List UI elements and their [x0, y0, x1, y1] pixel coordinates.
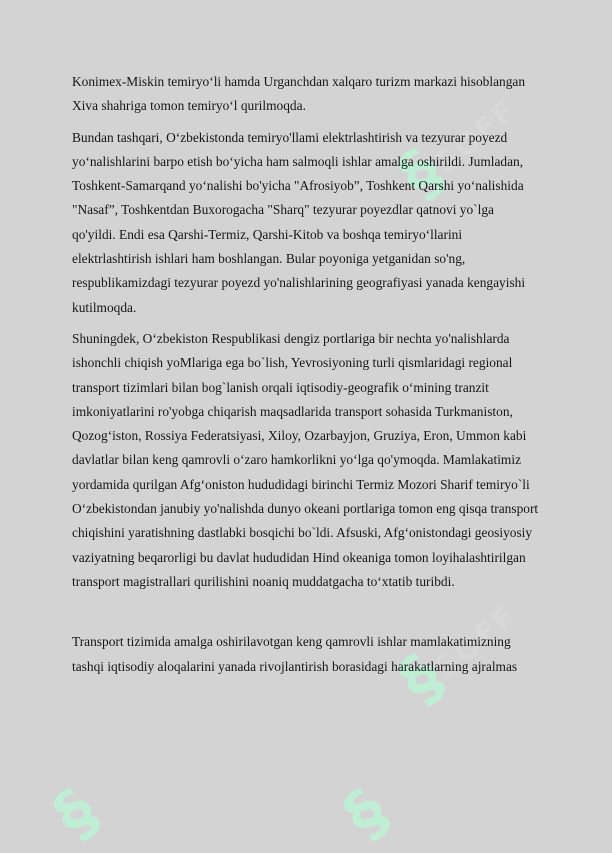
watermark-brand-text: SOFF [428, 92, 525, 182]
watermark-s-icon: § [40, 775, 113, 853]
watermark-s-icon: § [385, 640, 458, 718]
watermark-s-icon: § [385, 135, 458, 213]
watermark-brand-text: SOFF [428, 597, 525, 687]
watermark-s-icon: § [330, 775, 403, 853]
paragraph: Transport tizimida amalga oshirilavotgan keng qamrovli ishlar mamlakatimizning tashqi iqtisodiy aloqalarini yanada rivojlantirish borasidagi harakatlarning ajralmas [72, 634, 518, 674]
watermark-logo [40, 775, 113, 853]
paragraph: Shuningdek, O‘zbekiston Respublikasi dengiz portlariga bir nechta yo'nalishlarda ishonchli chiqish yoMlariga ega bo`lish, Yevrosiyoning turli qismlaridagi regional transport tizimlari bilan bog`lanish orqali iqtisodiy-geografik o‘mining tranzit imkoniyatlarini ro'yobga chiqarish maqsadlarida transport sohasida Turkmaniston, Qozog‘iston, Rossiya Federatsiyasi, Xiloy, Ozarbayjon, Gruziya, Eron, Ummon kabi davlatlar bilan keng qamrovli o‘zaro hamkorlikni yo‘lga qo'ymoqda. Mamlakatimiz yordamida qurilgan Afg‘oniston hududidagi birinchi Termiz Mozori Sharif temiryo`li O‘zbekistondan janubiy yo'nalishda dunyo okeani portlariga tomon eng qisqa transport chiqishini yaratishning dastlabki bosqichi bo`ldi. Afsuski, Afg‘onistondagi geosiyosiy vaziyatning beqarorligi bu davlat hududidan Hind okeaniga tomon loyihalashtirilgan transport magistrallari qurilishini noaniq muddatgacha to‘xtatib turibdi. [72, 330, 539, 589]
watermark-logo [330, 775, 403, 853]
paragraph: Bundan tashqari, O‘zbekistonda temiryo'llami elektrlashtirish va tezyurar poyezd yo‘nalishlarini barpo etish bo‘yicha ham salmoqli ishlar amalga oshirildi. Jumladan, Toshkent-Samarqand yo‘nalishi bo'yicha "Afrosiyob”, Toshkent Qarshi yo‘nalishida "Nasaf”, Toshkentdan Buxorogacha "Sharq" tezyurar poyezdlar qatnovi yo`lga qo'yildi. Endi esa Qarshi-Termiz, Qarshi-Kitob va boshqa temiryo‘llarini elektrlashtirish ishlari ham boshlangan. Bular poyoniga yetganidan so'ng, respublikamizdagi tezyurar poyezd yo'nalishlarining geografiyasi yanada kengayishi kutilmoqda. [72, 129, 526, 315]
document-body [72, 70, 540, 686]
paragraph: Konimex-Miskin temiryo‘li hamda Urganchdan xalqaro turizm markazi hisoblangan Xiva shahriga tomon temiryo‘l qurilmoqda. [72, 74, 526, 114]
